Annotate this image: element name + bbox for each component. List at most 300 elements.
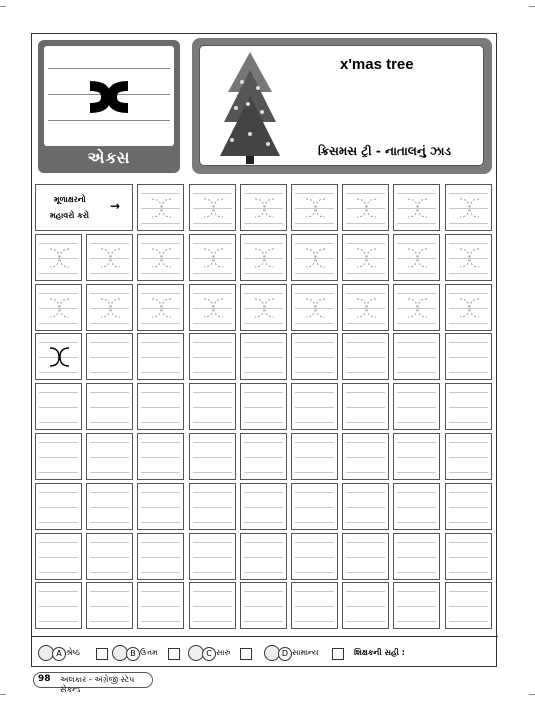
guide-line (39, 323, 78, 324)
guide-line (449, 293, 488, 294)
guide-line (90, 442, 129, 443)
guide-line (244, 422, 283, 423)
guide-line (346, 323, 385, 324)
guide-line (346, 522, 385, 523)
practice-cell[interactable] (137, 582, 184, 629)
guide-line (141, 591, 180, 592)
guide-line (244, 572, 283, 573)
guide-line (295, 522, 334, 523)
big-letter-x (44, 46, 174, 146)
letter-x-glyph (349, 196, 384, 220)
guide-line (141, 323, 180, 324)
guide-line (39, 522, 78, 523)
guide-line (39, 606, 78, 607)
grade-bar (32, 636, 498, 667)
guide-line (295, 323, 334, 324)
guide-line (397, 407, 436, 408)
practice-cell[interactable] (445, 533, 492, 580)
practice-cell[interactable] (86, 234, 133, 281)
guide-line (244, 621, 283, 622)
guide-line (244, 557, 283, 558)
practice-cell[interactable] (445, 333, 492, 380)
guide-line (346, 606, 385, 607)
guide-line (39, 457, 78, 458)
letter-name: એક્સ (87, 148, 131, 167)
guide-line (397, 457, 436, 458)
guide-line (397, 342, 436, 343)
guide-line (295, 621, 334, 622)
practice-cell[interactable] (393, 284, 440, 331)
guide-line (90, 621, 129, 622)
guide-line (449, 606, 488, 607)
guide-line (449, 273, 488, 274)
practice-cell[interactable] (35, 333, 82, 380)
guide-line (449, 392, 488, 393)
guide-line (346, 407, 385, 408)
grade-letter: C (202, 647, 216, 661)
practice-row (35, 333, 493, 380)
practice-row (35, 284, 493, 331)
christmas-tree-illustration (220, 48, 280, 166)
guide-line (141, 542, 180, 543)
guide-line (346, 243, 385, 244)
practice-row (35, 483, 493, 530)
practice-cell[interactable] (35, 582, 82, 629)
practice-cell[interactable] (393, 483, 440, 530)
guide-line (90, 542, 129, 543)
guide-line (244, 357, 283, 358)
guide-line (244, 342, 283, 343)
guide-line (141, 243, 180, 244)
english-word: x'mas tree (340, 56, 414, 73)
guide-line (39, 591, 78, 592)
guide-line (141, 407, 180, 408)
letter-x-glyph (349, 296, 384, 320)
letter-x-glyph (247, 296, 282, 320)
practice-cell[interactable] (393, 433, 440, 480)
guide-line (244, 442, 283, 443)
grade-c-checkbox[interactable] (240, 648, 252, 660)
guide-line (346, 542, 385, 543)
book-title: અલંકાર - અંગ્રેજી સ્ટેપ સેકન્ડ (60, 675, 135, 694)
page-number: 98 (38, 674, 51, 684)
guide-line (244, 542, 283, 543)
guide-line (39, 542, 78, 543)
guide-line (141, 357, 180, 358)
guide-line (346, 472, 385, 473)
gujarati-word: ક્રિસમસ ટ્રી - નાતાલનું ઝાડ (318, 144, 451, 158)
guide-line (346, 492, 385, 493)
guide-line (193, 621, 232, 622)
practice-cell[interactable] (137, 433, 184, 480)
guide-line (449, 572, 488, 573)
practice-cell[interactable] (445, 184, 492, 231)
word-box (199, 45, 484, 166)
practice-cell[interactable] (291, 582, 338, 629)
practice-cell[interactable] (445, 234, 492, 281)
guide-line (90, 357, 129, 358)
guide-line (397, 273, 436, 274)
guide-line (295, 572, 334, 573)
guide-line (295, 372, 334, 373)
guide-line (295, 591, 334, 592)
practice-cell[interactable] (445, 433, 492, 480)
guide-line (346, 572, 385, 573)
guide-line (193, 293, 232, 294)
guide-line (397, 223, 436, 224)
guide-line (295, 457, 334, 458)
guide-line (193, 223, 232, 224)
guide-line (193, 357, 232, 358)
guide-line (346, 621, 385, 622)
practice-cell[interactable] (240, 533, 287, 580)
guide-line (295, 507, 334, 508)
letter-x-glyph (400, 196, 435, 220)
practice-cell[interactable] (445, 284, 492, 331)
practice-cell[interactable] (291, 483, 338, 530)
grade-a (38, 645, 108, 661)
guide-line (39, 422, 78, 423)
instruction-cell (35, 184, 133, 231)
practice-cell[interactable] (342, 533, 389, 580)
practice-cell[interactable] (291, 383, 338, 430)
guide-line (449, 492, 488, 493)
grade-letter: D (278, 647, 292, 661)
practice-cell[interactable] (291, 284, 338, 331)
practice-cell[interactable] (35, 533, 82, 580)
guide-line (397, 422, 436, 423)
guide-line (90, 522, 129, 523)
guide-line (141, 273, 180, 274)
practice-cell[interactable] (393, 333, 440, 380)
guide-line (449, 372, 488, 373)
page-footer (33, 672, 153, 694)
grade-a-checkbox[interactable] (96, 648, 108, 660)
practice-cell[interactable] (445, 582, 492, 629)
guide-line (295, 442, 334, 443)
practice-cell[interactable] (137, 184, 184, 231)
guide-line (193, 572, 232, 573)
grade-label: ઉત્તમ (140, 648, 158, 657)
practice-cell[interactable] (240, 383, 287, 430)
guide-line (244, 472, 283, 473)
practice-cell[interactable] (342, 234, 389, 281)
guide-line (90, 572, 129, 573)
letter-x-glyph (196, 196, 231, 220)
guide-line (90, 342, 129, 343)
guide-line (397, 606, 436, 607)
guide-line (449, 542, 488, 543)
guide-line (244, 223, 283, 224)
guide-line (397, 293, 436, 294)
guide-line (244, 492, 283, 493)
letter-x-glyph (452, 196, 487, 220)
guide-line (397, 372, 436, 373)
word-panel (192, 38, 492, 174)
guide-line (193, 193, 232, 194)
practice-cell[interactable] (291, 433, 338, 480)
guide-line (141, 392, 180, 393)
guide-line (141, 522, 180, 523)
guide-line (244, 273, 283, 274)
guide-line (39, 273, 78, 274)
letter-x-glyph (93, 296, 128, 320)
guide-line (193, 392, 232, 393)
practice-cell[interactable] (189, 234, 236, 281)
guide-line (346, 342, 385, 343)
guide-line (346, 557, 385, 558)
grade-label: સારું (216, 648, 231, 657)
guide-line (295, 422, 334, 423)
guide-line (346, 223, 385, 224)
guide-line (90, 557, 129, 558)
instruction-text: મૂળાક્ષરનો (54, 195, 86, 204)
practice-cell[interactable] (342, 483, 389, 530)
practice-cell[interactable] (240, 483, 287, 530)
practice-cell[interactable] (189, 383, 236, 430)
practice-cell[interactable] (393, 184, 440, 231)
guide-line (141, 223, 180, 224)
practice-row (35, 234, 493, 281)
letter-x-glyph (144, 246, 179, 270)
practice-cell[interactable] (240, 234, 287, 281)
guide-line (141, 472, 180, 473)
practice-cell[interactable] (35, 433, 82, 480)
guide-line (39, 572, 78, 573)
guide-line (295, 392, 334, 393)
guide-line (244, 243, 283, 244)
practice-cell[interactable] (240, 184, 287, 231)
guide-line (449, 457, 488, 458)
practice-cell[interactable] (291, 533, 338, 580)
practice-cell[interactable] (86, 383, 133, 430)
letter-x-glyph (42, 246, 77, 270)
guide-line (90, 407, 129, 408)
grade-letter: B (126, 647, 140, 661)
guide-line (295, 542, 334, 543)
guide-line (397, 621, 436, 622)
guide-line (141, 442, 180, 443)
guide-line (90, 422, 129, 423)
letter-panel (38, 40, 180, 173)
guide-line (90, 606, 129, 607)
guide-line (346, 591, 385, 592)
practice-cell[interactable] (35, 383, 82, 430)
guide-line (141, 557, 180, 558)
guide-line (39, 407, 78, 408)
guide-line (346, 273, 385, 274)
practice-row (35, 582, 493, 629)
practice-cell[interactable] (137, 533, 184, 580)
guide-line (193, 591, 232, 592)
practice-cell[interactable] (342, 582, 389, 629)
practice-cell[interactable] (393, 234, 440, 281)
practice-cell[interactable] (137, 284, 184, 331)
letter-x-glyph (196, 246, 231, 270)
guide-line (193, 507, 232, 508)
practice-cell[interactable] (189, 582, 236, 629)
crop-mark (0, 694, 6, 695)
guide-line (449, 442, 488, 443)
practice-cell[interactable] (86, 483, 133, 530)
guide-line (295, 273, 334, 274)
practice-cell[interactable] (137, 333, 184, 380)
practice-cell[interactable] (342, 284, 389, 331)
practice-cell[interactable] (189, 483, 236, 530)
letter-x-glyph (93, 246, 128, 270)
guide-line (346, 457, 385, 458)
practice-cell[interactable] (189, 533, 236, 580)
practice-cell[interactable] (393, 533, 440, 580)
practice-cell[interactable] (86, 284, 133, 331)
letter-x-glyph (247, 196, 282, 220)
guide-line (449, 621, 488, 622)
letter-x-glyph (247, 246, 282, 270)
practice-cell[interactable] (35, 284, 82, 331)
practice-cell[interactable] (240, 284, 287, 331)
guide-line (346, 422, 385, 423)
guide-line (397, 522, 436, 523)
guide-line (397, 542, 436, 543)
letter-x-glyph (452, 296, 487, 320)
guide-line (295, 342, 334, 343)
guide-line (244, 293, 283, 294)
guide-line (141, 621, 180, 622)
guide-line (449, 422, 488, 423)
guide-line (449, 407, 488, 408)
letter-x-glyph (196, 296, 231, 320)
letter-x-glyph (349, 246, 384, 270)
guide-line (346, 392, 385, 393)
guide-line (295, 492, 334, 493)
practice-cell[interactable] (240, 433, 287, 480)
guide-line (397, 557, 436, 558)
guide-line (90, 323, 129, 324)
guide-line (449, 507, 488, 508)
guide-line (193, 407, 232, 408)
crop-mark (0, 6, 6, 7)
guide-line (193, 472, 232, 473)
instruction-text: મહાવરો કરો (50, 211, 89, 220)
practice-cell[interactable] (86, 533, 133, 580)
guide-line (397, 507, 436, 508)
crop-mark (529, 6, 535, 7)
practice-cell[interactable] (35, 234, 82, 281)
guide-line (193, 492, 232, 493)
practice-cell[interactable] (240, 333, 287, 380)
guide-line (449, 472, 488, 473)
practice-cell[interactable] (86, 333, 133, 380)
guide-line (346, 442, 385, 443)
guide-line (193, 606, 232, 607)
practice-cell[interactable] (137, 483, 184, 530)
guide-line (449, 591, 488, 592)
practice-cell[interactable] (35, 483, 82, 530)
guide-line (193, 522, 232, 523)
grade-d-checkbox[interactable] (332, 648, 344, 660)
practice-cell[interactable] (189, 284, 236, 331)
practice-cell[interactable] (393, 383, 440, 430)
guide-line (244, 392, 283, 393)
letter-x-glyph (298, 296, 333, 320)
practice-cell[interactable] (86, 433, 133, 480)
practice-cell[interactable] (445, 483, 492, 530)
guide-line (244, 457, 283, 458)
worksheet (31, 33, 497, 667)
guide-line (295, 293, 334, 294)
practice-cell[interactable] (189, 333, 236, 380)
practice-cell[interactable] (291, 333, 338, 380)
guide-line (141, 457, 180, 458)
guide-line (141, 372, 180, 373)
grade-c (188, 645, 260, 661)
guide-line (141, 492, 180, 493)
letter-x-glyph (144, 296, 179, 320)
letter-x-glyph (42, 345, 77, 369)
practice-cell[interactable] (445, 383, 492, 430)
practice-row (35, 383, 493, 430)
guide-line (449, 342, 488, 343)
guide-line (244, 193, 283, 194)
practice-cell[interactable] (342, 184, 389, 231)
guide-line (397, 572, 436, 573)
grade-label: સામાન્ય (292, 648, 319, 657)
guide-line (193, 457, 232, 458)
grade-b (112, 645, 184, 661)
practice-cell[interactable] (342, 333, 389, 380)
guide-line (295, 557, 334, 558)
practice-row (35, 533, 493, 580)
guide-line (193, 542, 232, 543)
teacher-signature-label: શિક્ષકની સહી : (354, 648, 405, 657)
guide-line (39, 293, 78, 294)
guide-line (397, 323, 436, 324)
practice-cell[interactable] (137, 234, 184, 281)
guide-line (449, 193, 488, 194)
practice-cell[interactable] (291, 234, 338, 281)
grade-label: શ્રેષ્ઠ (66, 648, 80, 657)
guide-line (141, 293, 180, 294)
practice-cell[interactable] (393, 582, 440, 629)
practice-cell[interactable] (291, 184, 338, 231)
practice-cell[interactable] (86, 582, 133, 629)
practice-cell[interactable] (342, 433, 389, 480)
guide-line (39, 372, 78, 373)
practice-cell[interactable] (137, 383, 184, 430)
guide-line (39, 557, 78, 558)
guide-line (244, 606, 283, 607)
guide-line (90, 492, 129, 493)
letter-box (44, 46, 174, 146)
practice-cell[interactable] (240, 582, 287, 629)
guide-line (90, 507, 129, 508)
guide-line (39, 442, 78, 443)
guide-line (39, 243, 78, 244)
guide-line (90, 372, 129, 373)
grade-b-checkbox[interactable] (168, 648, 180, 660)
guide-line (397, 472, 436, 473)
guide-line (397, 243, 436, 244)
letter-x-glyph (400, 246, 435, 270)
practice-row (35, 184, 493, 231)
letter-x-glyph (144, 196, 179, 220)
guide-line (39, 472, 78, 473)
practice-cell[interactable] (189, 433, 236, 480)
letter-x-glyph (42, 296, 77, 320)
practice-cell[interactable] (342, 383, 389, 430)
practice-cell[interactable] (189, 184, 236, 231)
guide-line (193, 372, 232, 373)
